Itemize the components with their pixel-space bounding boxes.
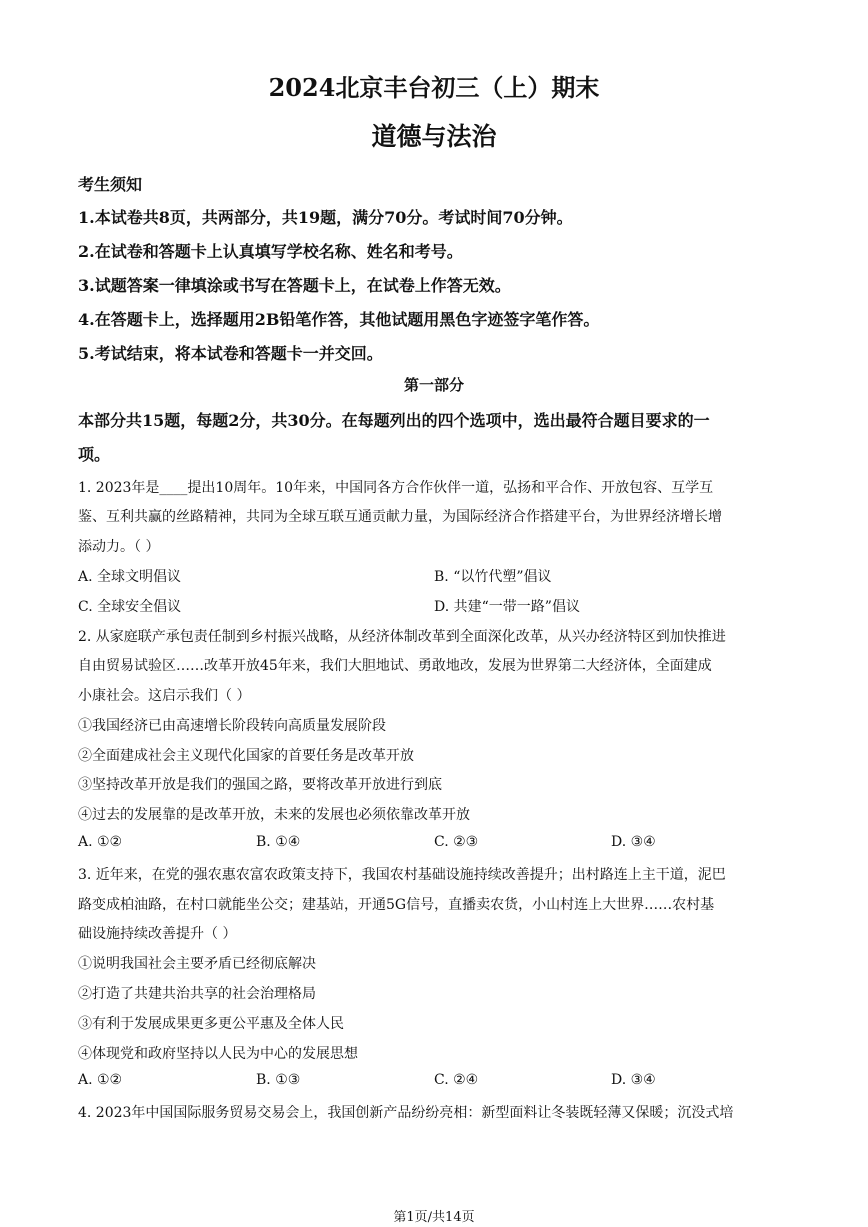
option-a: A. ①② xyxy=(78,834,123,850)
option-a: A. 全球文明倡议 xyxy=(78,569,182,585)
question-text: 1. 2023年是____提出10周年。10年来，中国同各方合作伙伴一道，弘扬和平合作、开放包容、互学互 xyxy=(78,480,714,496)
option-b: B. “以竹代塑”倡议 xyxy=(434,569,552,585)
question-text: 2. 从家庭联产承包责任制到乡村振兴战略，从经济体制改革到全面深化改革，从兴办经济特区到加快推进 xyxy=(78,629,726,645)
statement: ③有利于发展成果更多更公平惠及全体人民 xyxy=(78,1016,344,1032)
option-d: D. ③④ xyxy=(611,1072,656,1088)
exam-title: 2024北京丰台初三（上）期末 xyxy=(268,73,600,102)
option-b: B. ①③ xyxy=(256,1072,301,1088)
question-text: 添动力。（ ） xyxy=(78,539,160,555)
statement: ③坚持改革开放是我们的强国之路，要将改革开放进行到底 xyxy=(78,777,442,793)
statement: ④过去的发展靠的是改革开放，未来的发展也必须依靠改革开放 xyxy=(78,807,470,823)
notice-item: 5.考试结束，将本试卷和答题卡一并交回。 xyxy=(78,344,383,363)
option-b: B. ①④ xyxy=(256,834,301,850)
part-intro: 项。 xyxy=(78,445,111,464)
notice-item: 1.本试卷共8页，共两部分，共19题，满分70分。考试时间70分钟。 xyxy=(78,208,573,227)
notice-item: 4.在答题卡上，选择题用2B铅笔作答，其他试题用黑色字迹签字笔作答。 xyxy=(78,310,600,329)
statement: ①说明我国社会主要矛盾已经彻底解决 xyxy=(78,956,316,972)
statement: ④体现党和政府坚持以人民为中心的发展思想 xyxy=(78,1046,358,1062)
part-heading: 第一部分 xyxy=(403,376,464,394)
subject-title: 道德与法治 xyxy=(371,122,497,151)
notice-item: 2.在试卷和答题卡上认真填写学校名称、姓名和考号。 xyxy=(78,242,463,261)
notice-item: 3.试题答案一律填涂或书写在答题卡上，在试卷上作答无效。 xyxy=(78,276,511,295)
option-c: C. 全球安全倡议 xyxy=(78,599,182,615)
option-d: D. ③④ xyxy=(611,834,656,850)
question-text: 小康社会。这启示我们（ ） xyxy=(78,688,251,704)
notice-heading: 考生须知 xyxy=(78,175,143,194)
statement: ②打造了共建共治共享的社会治理格局 xyxy=(78,986,316,1002)
question-text: 自由贸易试验区……改革开放45年来，我们大胆地试、勇敢地改，发展为世界第二大经济体，全面建成 xyxy=(78,658,712,674)
option-c: C. ②④ xyxy=(434,1072,479,1088)
option-a: A. ①② xyxy=(78,1072,123,1088)
page-number: 第1页/共14页 xyxy=(393,1210,475,1225)
option-d: D. 共建“一带一路”倡议 xyxy=(434,599,580,615)
statement: ②全面建成社会主义现代化国家的首要任务是改革开放 xyxy=(78,748,414,764)
question-text: 鉴、互利共赢的丝路精神，共同为全球互联互通贡献力量，为国际经济合作搭建平台，为世界经济增长增 xyxy=(78,509,722,525)
question-text: 4. 2023年中国国际服务贸易交易会上，我国创新产品纷纷亮相：新型面料让冬装既轻薄又保暖；沉没式培 xyxy=(78,1105,734,1121)
option-c: C. ②③ xyxy=(434,834,479,850)
part-intro: 本部分共15题，每题2分，共30分。在每题列出的四个选项中，选出最符合题目要求的一 xyxy=(78,411,710,430)
question-text: 础设施持续改善提升（ ） xyxy=(78,926,237,942)
statement: ①我国经济已由高速增长阶段转向高质量发展阶段 xyxy=(78,718,386,734)
question-text: 路变成柏油路，在村口就能坐公交；建基站，开通5G信号，直播卖农货，小山村连上大世界……农村基 xyxy=(78,897,715,913)
question-text: 3. 近年来，在党的强农惠农富农政策支持下，我国农村基础设施持续改善提升；出村路连上主干道，泥巴 xyxy=(78,867,726,883)
